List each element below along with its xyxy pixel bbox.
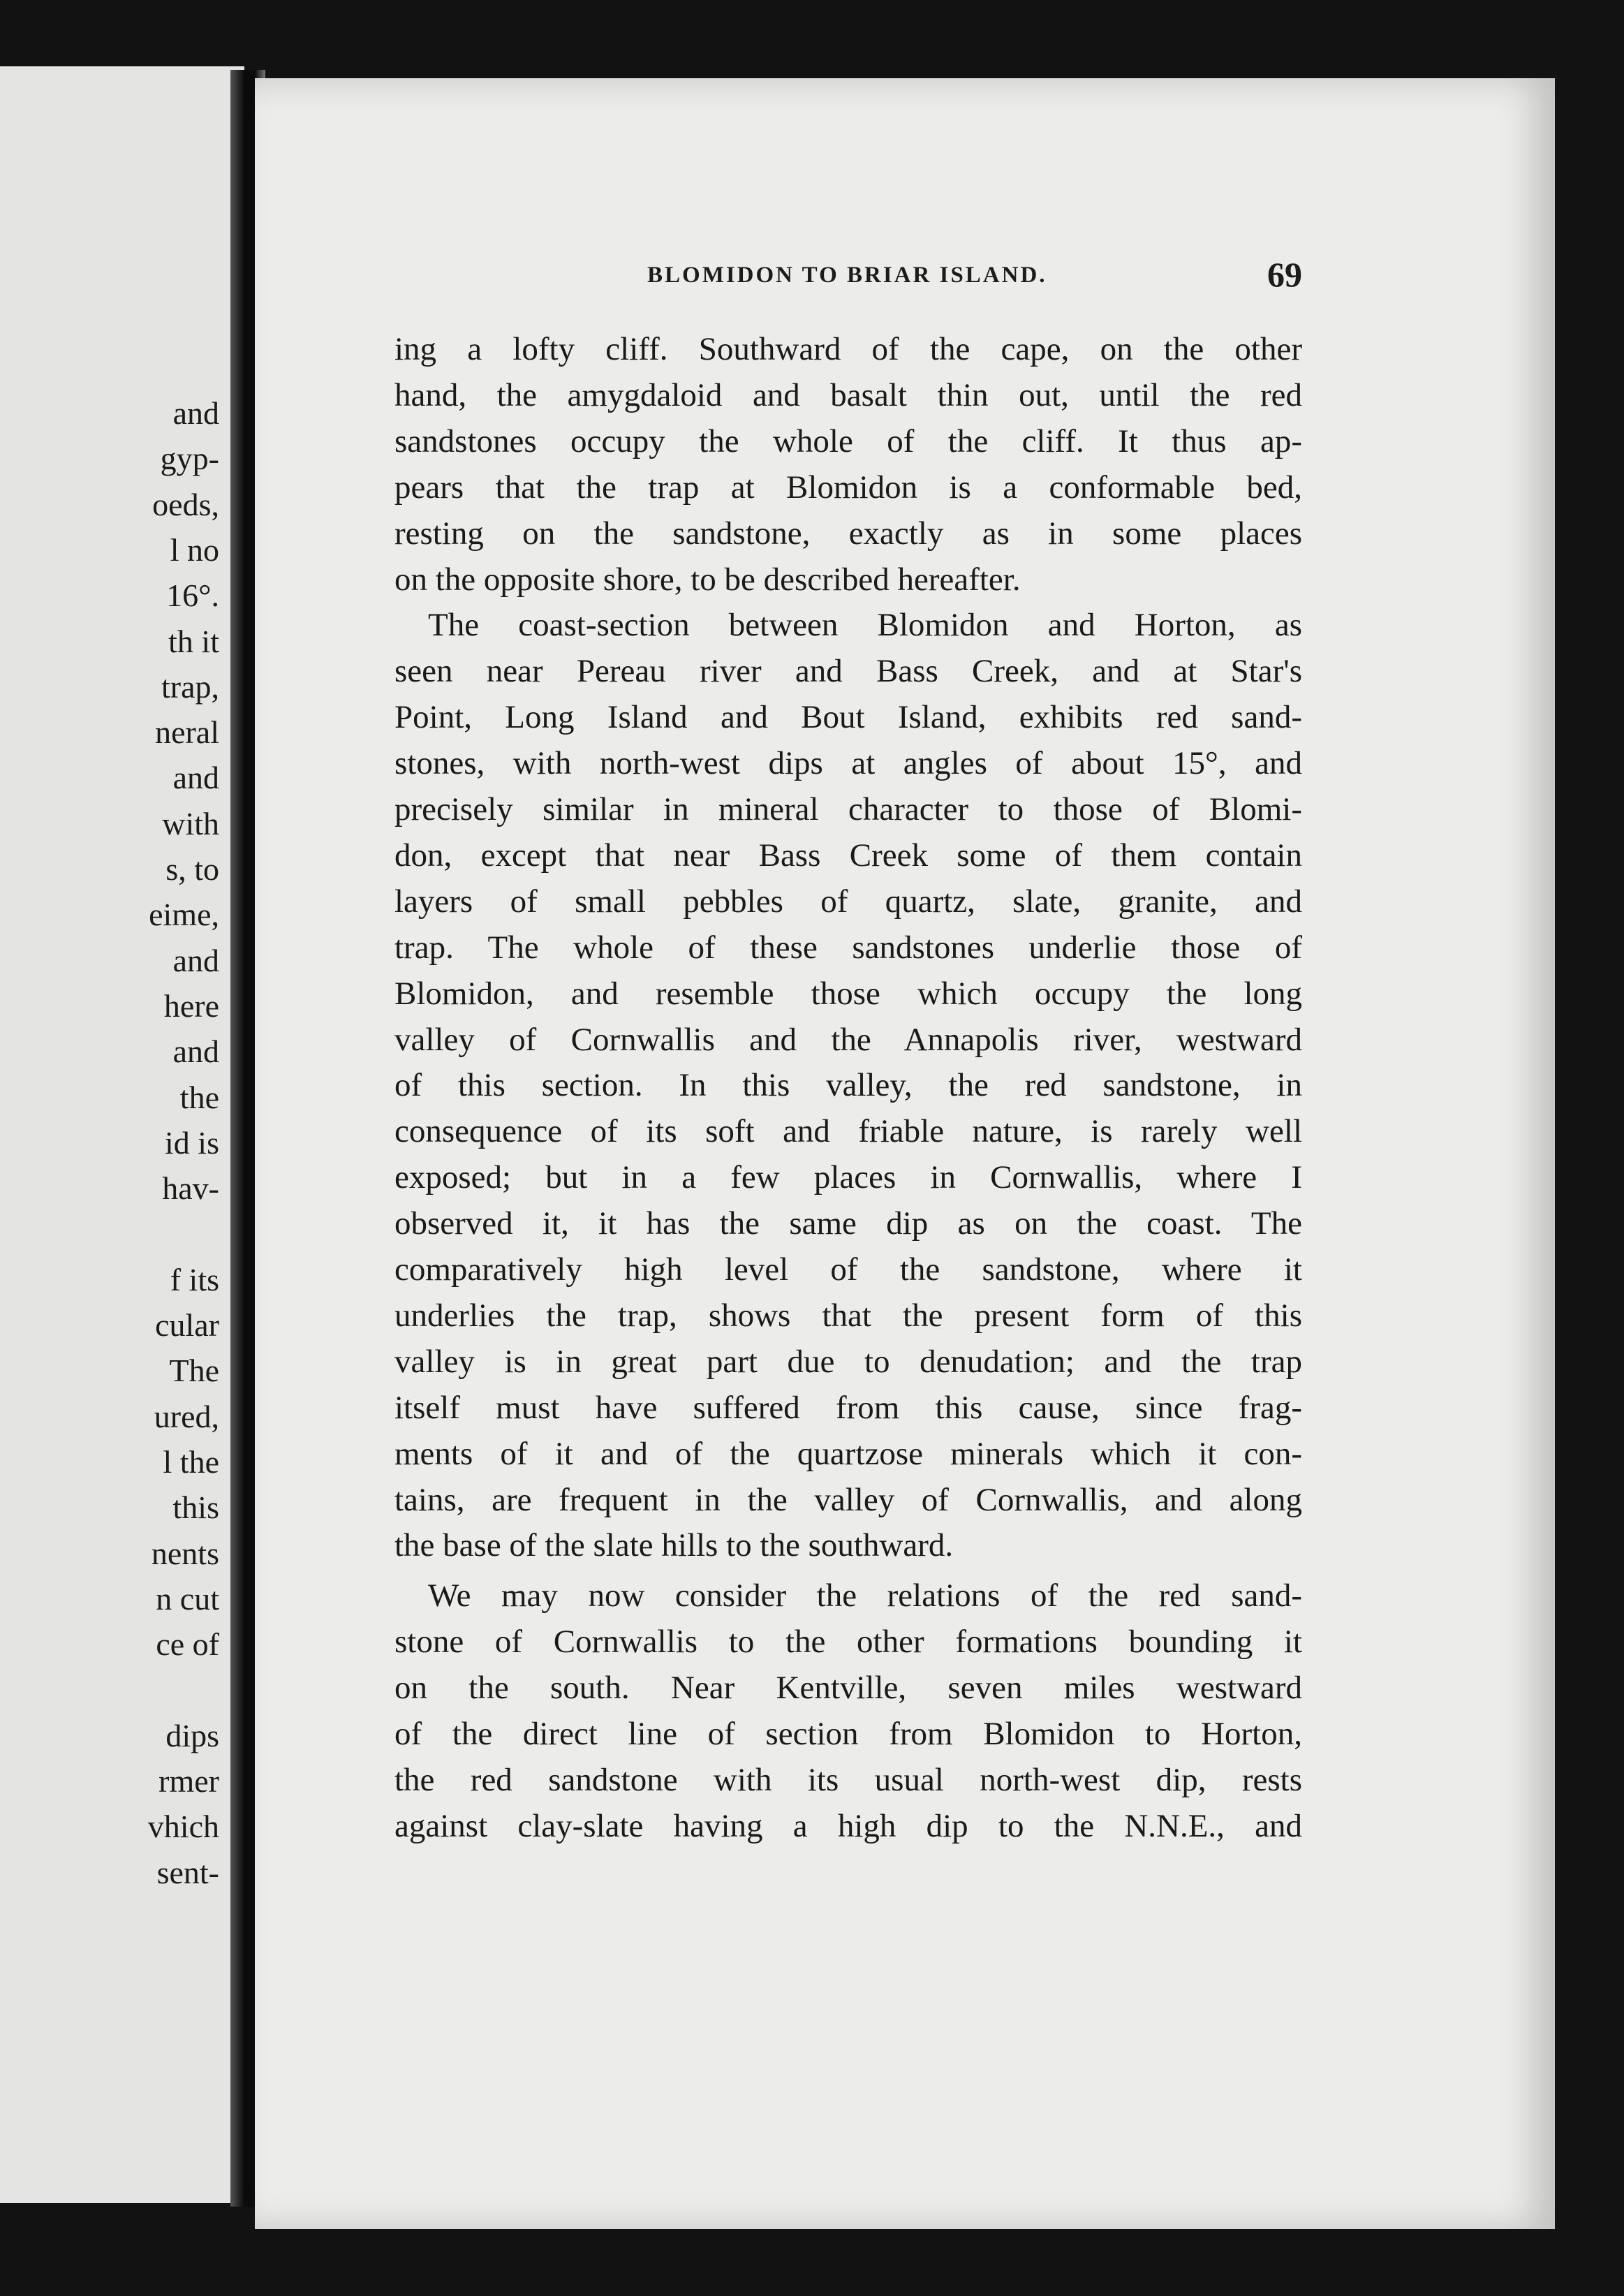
left-page-fragment: the	[179, 1079, 219, 1115]
text-line: comparatively high level of the sandstone, where it	[394, 1251, 1302, 1288]
left-page-fragment: gyp-	[160, 441, 219, 477]
text-line: itself must have suffered from this cause, since frag-	[394, 1389, 1302, 1426]
left-page-fragment: 16°.	[166, 577, 219, 614]
left-page-fragment: id is	[165, 1124, 219, 1161]
text-line: of the direct line of section from Blomidon to Horton,	[394, 1716, 1302, 1752]
left-page-fragment: hav-	[162, 1170, 219, 1207]
text-line: The coast-section between Blomidon and Horton, as	[428, 607, 1302, 644]
left-page-fragment: dips	[165, 1717, 219, 1753]
text-line: Point, Long Island and Bout Island, exhibits red sand-	[394, 699, 1302, 736]
left-page-fragment: neral	[155, 714, 219, 751]
text-line: precisely similar in mineral character to those of Blomi-	[394, 791, 1302, 827]
left-page-fragment: oeds,	[152, 486, 219, 522]
text-line: against clay-slate having a high dip to the N.N.E., and	[394, 1807, 1302, 1844]
left-page-fragment: cular	[155, 1307, 219, 1343]
left-page-fragment: sent-	[156, 1854, 219, 1890]
text-line: Blomidon, and resemble those which occupy the long	[394, 975, 1302, 1012]
text-line: on the south. Near Kentville, seven miles westward	[394, 1670, 1302, 1707]
left-page	[0, 66, 244, 2203]
text-line: pears that the trap at Blomidon is a conformable bed,	[394, 469, 1302, 506]
text-line: layers of small pebbles of quartz, slate, granite, and	[394, 883, 1302, 920]
running-head-title: BLOMIDON TO BRIAR ISLAND.	[647, 263, 1047, 288]
page-number: 69	[1267, 255, 1302, 294]
left-page-fragment: th it	[168, 623, 219, 659]
left-page-fragment: trap,	[161, 668, 219, 705]
text-line: stone of Cornwallis to the other formations bounding it	[394, 1624, 1302, 1661]
text-line: hand, the amygdaloid and basalt thin out, until the red	[394, 376, 1302, 413]
left-page-fragment: vhich	[147, 1809, 219, 1845]
text-line: the red sandstone with its usual north-west dip, rests	[394, 1761, 1302, 1798]
left-page-fragment: The	[169, 1353, 219, 1389]
text-line: underlies the trap, shows that the present form of this	[394, 1297, 1302, 1334]
left-page-fragment: with	[162, 805, 219, 841]
left-page-fragment: l the	[163, 1443, 219, 1480]
left-page-fragment: and	[172, 760, 219, 796]
running-head	[391, 255, 1302, 309]
text-line: valley is in great part due to denudation; and the trap	[394, 1343, 1302, 1380]
text-line: of this section. In this valley, the red sandstone, in	[394, 1067, 1302, 1104]
left-page-fragment: here	[163, 987, 219, 1024]
text-line: trap. The whole of these sandstones underlie those of	[394, 929, 1302, 966]
left-page-fragment: n cut	[156, 1580, 219, 1617]
text-line: the base of the slate hills to the southward.	[394, 1527, 954, 1564]
left-page-fragment: f its	[170, 1261, 219, 1297]
text-line: tains, are frequent in the valley of Cornwallis, and along	[394, 1481, 1302, 1518]
text-line: seen near Pereau river and Bass Creek, and at Star's	[394, 653, 1302, 690]
left-page-fragment: s, to	[165, 851, 219, 887]
left-page-fragment: eime,	[149, 897, 219, 933]
left-page-fragment: and	[172, 942, 219, 978]
left-page-fragment: this	[172, 1489, 219, 1526]
text-line: consequence of its soft and friable nature, is rarely well	[394, 1113, 1302, 1150]
left-page-fragment: and	[172, 395, 219, 431]
left-page-fragment: and	[172, 1033, 219, 1070]
text-line: observed it, it has the same dip as on the coast. The	[394, 1205, 1302, 1242]
left-page-fragment: ce of	[156, 1626, 219, 1663]
text-line: stones, with north-west dips at angles of about 15°, and	[394, 745, 1302, 782]
text-line: don, except that near Bass Creek some of them contain	[394, 837, 1302, 874]
left-page-fragment: l no	[170, 531, 219, 568]
left-page-fragment: rmer	[158, 1763, 219, 1799]
text-line: on the opposite shore, to be described hereafter.	[394, 561, 1021, 598]
text-line: sandstones occupy the whole of the cliff. It thus ap-	[394, 422, 1302, 459]
text-line: exposed; but in a few places in Cornwallis, where I	[394, 1159, 1302, 1196]
text-line: ments of it and of the quartzose minerals which it con-	[394, 1435, 1302, 1472]
text-line: resting on the sandstone, exactly as in some places	[394, 515, 1302, 552]
text-line: valley of Cornwallis and the Annapolis river, westward	[394, 1021, 1302, 1058]
text-line: ing a lofty cliff. Southward of the cape, on the other	[394, 331, 1302, 367]
left-page-fragment: nents	[151, 1535, 219, 1571]
left-page-fragment: ured,	[154, 1398, 219, 1434]
text-line: We may now consider the relations of the red sand-	[428, 1577, 1302, 1614]
